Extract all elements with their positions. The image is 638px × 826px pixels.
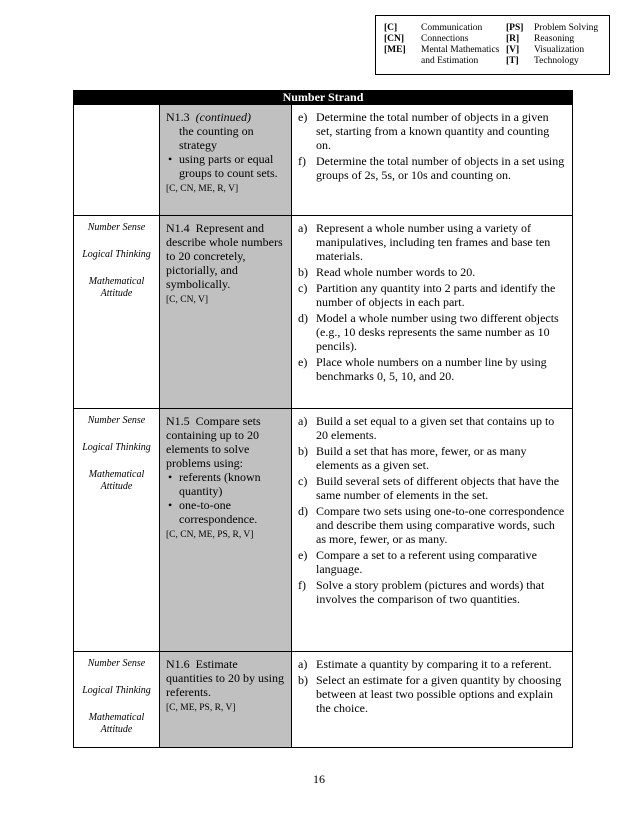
- attitudes-cell: [74, 105, 159, 215]
- indicator-letter: a): [298, 221, 308, 235]
- outcome-heading: Estimate quantities to 20 by using referents.: [166, 657, 284, 699]
- indicator-letter: d): [298, 504, 308, 518]
- indicator-letter: a): [298, 657, 308, 671]
- indicator-item: [298, 110, 566, 152]
- process-codes: [C, CN, ME, R, V]: [166, 184, 239, 194]
- outcome-heading: Compare sets containing up to 20 elements to solve problems using:: [166, 414, 261, 470]
- attitudes-cell: [74, 216, 159, 408]
- page-number: 16: [313, 772, 325, 786]
- legend-code: [V]: [506, 45, 520, 55]
- indicators-cell: [292, 409, 572, 651]
- process-codes: [C, CN, V]: [166, 295, 209, 305]
- outcome-title: [166, 221, 287, 291]
- bullet-text: one-to-one correspondence.: [179, 498, 258, 526]
- attitude-label: Mathematical Attitude: [88, 276, 145, 299]
- table-row: [74, 651, 572, 747]
- indicator-text: Read whole number words to 20.: [316, 265, 476, 279]
- indicator-item: [298, 311, 566, 353]
- outcome-heading: Represent and describe whole numbers to 20 concretely, pictorially, and symbolically.: [166, 221, 283, 291]
- indicator-letter: e): [298, 110, 308, 124]
- indicator-text: Determine the total number of objects in a set using groups of 2s, 5s, or 10s and counting on.: [316, 154, 565, 182]
- outcome-title: [166, 414, 287, 470]
- indicator-letter: b): [298, 444, 308, 458]
- attitude-label: Number Sense: [87, 658, 146, 669]
- indicator-text: Build a set that has more, fewer, or as many elements as a given set.: [316, 444, 527, 472]
- outcome-number: N1.5: [166, 414, 190, 428]
- indicator-text: Compare two sets using one-to-one correspondence and describe them using comparative words, such as more, fewer, or as many.: [316, 504, 565, 546]
- outcome-number: N1.4: [166, 221, 190, 235]
- outcome-number: N1.6: [166, 657, 190, 671]
- indicator-item: [298, 281, 566, 309]
- legend-box: [375, 15, 610, 75]
- indicator-letter: f): [298, 578, 306, 592]
- outcome-title: [166, 657, 287, 699]
- outcome-number: N1.3: [166, 110, 190, 124]
- process-codes: [C, ME, PS, R, V]: [166, 703, 236, 713]
- attitude-label: Mathematical Attitude: [88, 469, 145, 492]
- indicator-item: [298, 578, 566, 606]
- indicator-text: Build several sets of different objects that have the same number of elements in the set.: [316, 474, 560, 502]
- indicator-text: Partition any quantity into 2 parts and identify the number of objects in each part.: [316, 281, 556, 309]
- indicator-letter: e): [298, 548, 308, 562]
- indicator-text: Place whole numbers on a number line by using benchmarks 0, 5, 10, and 20.: [316, 355, 547, 383]
- outcome-cell: [159, 652, 292, 747]
- legend-code: [ME]: [384, 45, 406, 55]
- attitude-label: Number Sense: [87, 222, 146, 233]
- indicator-text: Determine the total number of objects in a given set, starting from a known quantity and counting on.: [316, 110, 550, 152]
- indicators-cell: [292, 105, 572, 215]
- legend-code: [PS]: [506, 23, 524, 33]
- outcomes-table: [73, 105, 573, 748]
- bullet-text: referents (known quantity): [179, 470, 261, 498]
- bullet-text: using parts or equal groups to count sets.: [179, 152, 278, 180]
- outcome-continued-text: the counting on strategy: [179, 124, 254, 152]
- process-codes: [C, CN, ME, PS, R, V]: [166, 530, 254, 540]
- attitude-label: Logical Thinking: [82, 249, 151, 260]
- attitude-label: Mathematical Attitude: [88, 712, 145, 735]
- indicator-item: [298, 673, 566, 715]
- legend-label: Problem Solving: [534, 23, 599, 33]
- indicator-item: [298, 657, 566, 671]
- legend-label: and Estimation: [421, 56, 479, 66]
- indicator-item: [298, 154, 566, 182]
- strand-header: Number Strand: [73, 90, 573, 105]
- outcome-cell: [159, 409, 292, 651]
- indicator-letter: b): [298, 265, 308, 279]
- legend-label: Connections: [421, 34, 469, 44]
- outcome-cell: [159, 216, 292, 408]
- outcome-heading: (continued): [195, 110, 251, 124]
- indicator-letter: f): [298, 154, 306, 168]
- indicators-cell: [292, 652, 572, 747]
- legend-label: Visualization: [534, 45, 585, 55]
- indicator-item: [298, 504, 566, 546]
- outcome-cell: [159, 105, 292, 215]
- legend-code: [C]: [384, 23, 398, 33]
- attitude-label: Number Sense: [87, 415, 146, 426]
- bullet-icon: •: [168, 152, 173, 166]
- indicator-text: Solve a story problem (pictures and words) that involves the comparison of two quantities.: [316, 578, 545, 606]
- indicator-item: [298, 444, 566, 472]
- attitude-label: Logical Thinking: [82, 442, 151, 453]
- table-row: [74, 215, 572, 408]
- attitudes-cell: [74, 409, 159, 651]
- indicator-item: [298, 548, 566, 576]
- outcome-bullet: [166, 470, 287, 498]
- table-row: [74, 408, 572, 651]
- indicator-item: [298, 355, 566, 383]
- indicators-cell: [292, 216, 572, 408]
- indicator-text: Build a set equal to a given set that contains up to 20 elements.: [316, 414, 555, 442]
- legend-label: Reasoning: [534, 34, 575, 44]
- indicator-text: Select an estimate for a given quantity by choosing between at least two possible options and explain the choice.: [316, 673, 562, 715]
- legend-code: [R]: [506, 34, 520, 44]
- bullet-icon: •: [168, 498, 173, 512]
- indicator-letter: c): [298, 474, 308, 488]
- indicator-letter: c): [298, 281, 308, 295]
- legend-code: [CN]: [384, 34, 405, 44]
- legend-label: Mental Mathematics: [421, 45, 500, 55]
- bullet-icon: •: [168, 470, 173, 484]
- attitude-label: Logical Thinking: [82, 685, 151, 696]
- indicator-letter: d): [298, 311, 308, 325]
- indicator-letter: a): [298, 414, 308, 428]
- indicator-item: [298, 414, 566, 442]
- legend-code: [T]: [506, 56, 519, 66]
- outcome-bullet: [166, 498, 287, 526]
- indicator-letter: b): [298, 673, 308, 687]
- indicator-item: [298, 474, 566, 502]
- attitudes-cell: [74, 652, 159, 747]
- indicator-text: Model a whole number using two different objects (e.g., 10 desks represents the same number as 10 pencils).: [316, 311, 559, 353]
- indicator-text: Represent a whole number using a variety of manipulatives, including ten frames and base ten materials.: [316, 221, 551, 263]
- legend-label: Technology: [534, 56, 579, 66]
- indicator-text: Compare a set to a referent using comparative language.: [316, 548, 537, 576]
- outcome-title: [166, 110, 287, 124]
- indicator-letter: e): [298, 355, 308, 369]
- indicator-text: Estimate a quantity by comparing it to a referent.: [316, 657, 552, 671]
- table-row: [74, 105, 572, 215]
- legend-label: Communication: [421, 23, 483, 33]
- outcome-bullet: [166, 152, 287, 180]
- indicator-item: [298, 221, 566, 263]
- indicator-item: [298, 265, 566, 279]
